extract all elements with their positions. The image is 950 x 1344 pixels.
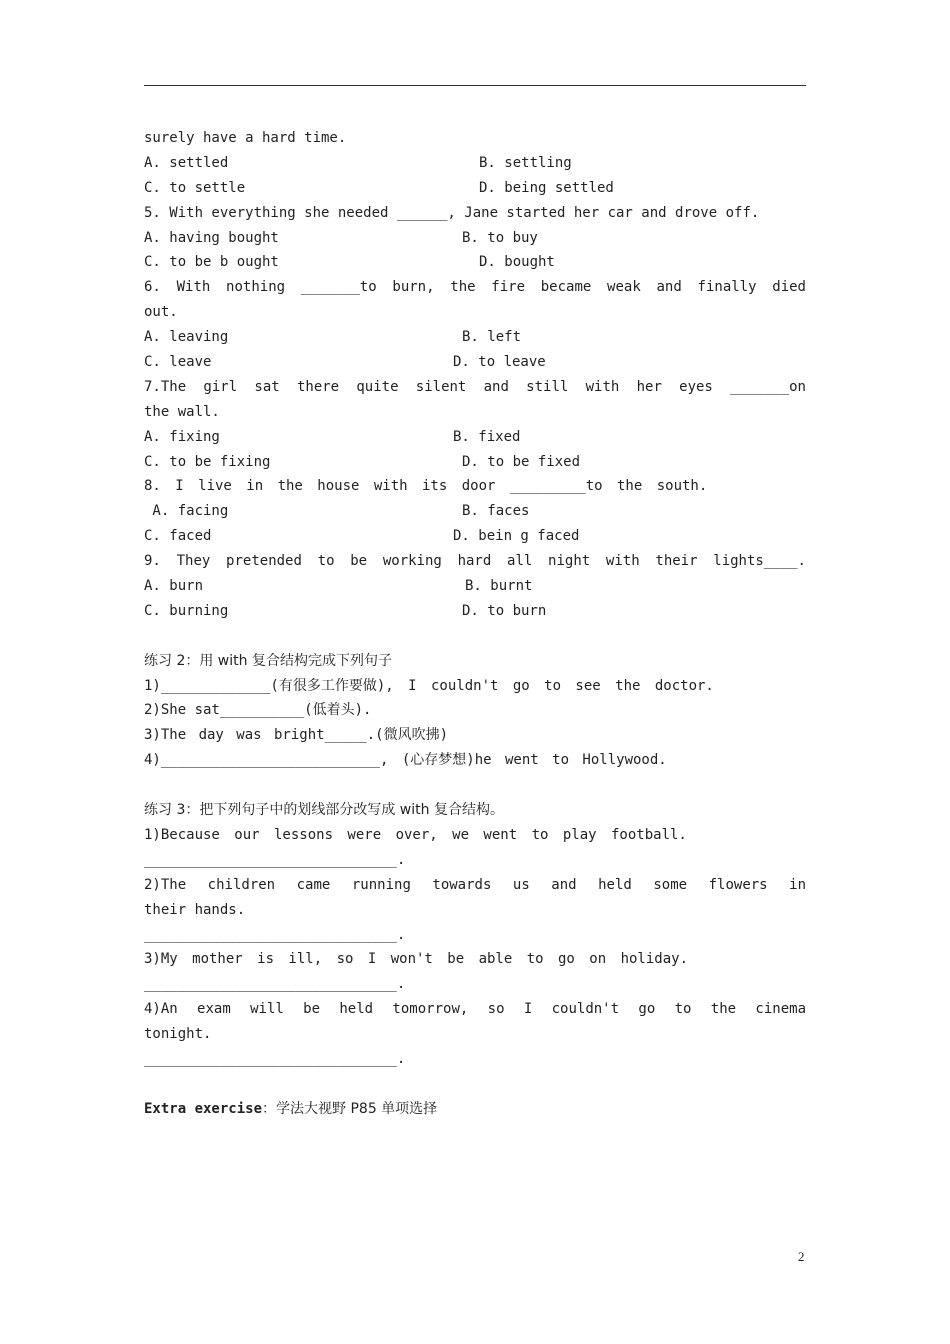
exercise-3-heading: 练习 3：把下列句子中的划线部分改写成 with 复合结构。 [144, 802, 504, 819]
q8-option-d: D. bein g faced [453, 528, 580, 545]
q8-option-a: A. facing [144, 503, 229, 520]
q8-options-row2 [144, 524, 806, 549]
spacer [144, 1072, 806, 1097]
exercise-3-q2: 2)The children came running towards us and held some flowers in [144, 876, 806, 893]
spacer [144, 624, 806, 649]
q7-stem: 7.The girl sat there quite silent and still with her eyes _______on [144, 378, 806, 395]
q5-options-row2 [144, 250, 806, 275]
q4-options-row2 [144, 176, 806, 201]
q6-options-row2 [144, 350, 806, 375]
q9-options-row1 [144, 574, 806, 599]
q4-option-a: A. settled [144, 154, 229, 171]
q7-option-a: A. fixing [144, 428, 220, 445]
document-body [144, 126, 806, 1122]
q5-options-row1 [144, 226, 806, 251]
exercise-3-q2-continued: their hands. [144, 901, 246, 918]
exercise-3-answer-line-2: ______________________________. [144, 926, 406, 943]
exercise-3-q3: 3)My mother is ill, so I won't be able to go on holiday. [144, 951, 689, 968]
q4-options-row1 [144, 151, 806, 176]
q5-stem: 5. With everything she needed ______, Jane started her car and drove off. [144, 204, 760, 221]
exercise-3-answer-line-1: ______________________________. [144, 851, 406, 868]
q6-option-b: B. left [462, 329, 522, 346]
q6-stem-continued: out. [144, 304, 178, 321]
q8-option-c: C. faced [144, 528, 212, 545]
q4-option-d: D. being settled [479, 179, 614, 196]
q5-option-b: B. to buy [462, 229, 538, 246]
q5-option-c: C. to be b ought [144, 254, 279, 271]
q7-options-row1 [144, 425, 806, 450]
q6-option-c: C. leave [144, 354, 212, 371]
exercise-2-heading: 练习 2：用 with 复合结构完成下列句子 [144, 652, 392, 669]
extra-exercise-label: Extra exercise [144, 1100, 263, 1117]
q9-stem: 9. They pretended to be working hard all night with their lights____. [144, 553, 806, 570]
page-number: 2 [798, 1249, 805, 1264]
q7-option-b: B. fixed [453, 428, 521, 445]
q6-options-row1 [144, 325, 806, 350]
extra-exercise [144, 1097, 806, 1122]
exercise-3-answer-line-3: ______________________________. [144, 976, 406, 993]
q8-stem: 8. I live in the house with its door _________to the south. [144, 478, 708, 495]
q7-options-row2 [144, 450, 806, 475]
header-rule [144, 85, 806, 86]
q7-option-d: D. to be fixed [462, 453, 581, 470]
q9-option-d: D. to burn [462, 602, 547, 619]
spacer [144, 773, 806, 798]
exercise-3-q4-continued: tonight. [144, 1026, 212, 1043]
extra-exercise-text: ：学法大视野 P85 单项选择 [262, 1100, 438, 1117]
q9-option-a: A. burn [144, 578, 204, 595]
q6-option-d: D. to leave [453, 354, 546, 371]
q5-option-d: D. bought [479, 254, 555, 271]
q4-stem-continued: surely have a hard time. [144, 130, 347, 146]
q7-option-c: C. to be fixing [144, 453, 271, 470]
q4-option-c: C. to settle [144, 179, 246, 196]
exercise-2-item-1: 1)_____________(有很多工作要做), I couldn't go to see the doctor. [144, 677, 714, 694]
exercise-3-q4: 4)An exam will be held tomorrow, so I couldn't go to the cinema [144, 1001, 806, 1018]
q6-stem: 6. With nothing _______to burn, the fire became weak and finally died [144, 279, 806, 296]
exercise-2-item-3: 3)The day was bright_____.(微风吹拂) [144, 727, 449, 744]
q8-options-row1 [144, 499, 806, 524]
exercise-3-answer-line-4: ______________________________. [144, 1050, 406, 1067]
q9-option-c: C. burning [144, 602, 229, 619]
exercise-3-q1: 1)Because our lessons were over, we went to play football. [144, 826, 687, 843]
q4-option-b: B. settling [479, 154, 572, 171]
q7-stem-continued: the wall. [144, 403, 220, 420]
exercise-2-item-2: 2)She sat__________(低着头). [144, 702, 372, 719]
q8-option-b: B. faces [462, 503, 530, 520]
q9-options-row2 [144, 599, 806, 624]
q9-option-b: B. burnt [465, 578, 533, 595]
q5-option-a: A. having bought [144, 229, 279, 246]
exercise-2-item-4: 4)__________________________, (心存梦想)he went to Hollywood. [144, 752, 667, 769]
q6-option-a: A. leaving [144, 329, 229, 346]
